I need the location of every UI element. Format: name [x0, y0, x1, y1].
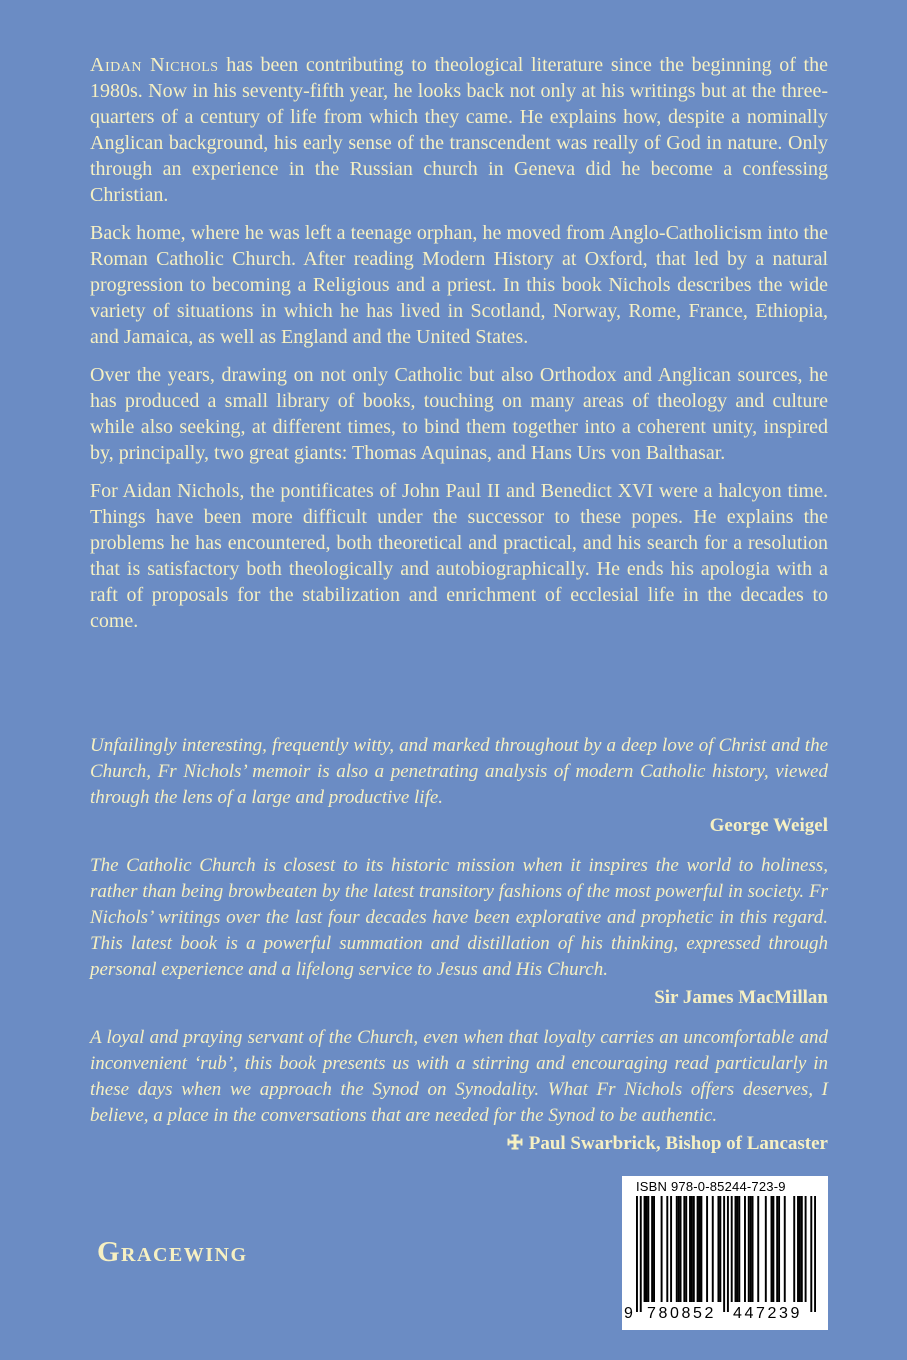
barcode-bar [765, 1196, 767, 1302]
barcode-guard-bar [723, 1196, 725, 1312]
book-description [90, 52, 828, 646]
barcode-bar [680, 1196, 682, 1302]
endorsement [90, 733, 828, 839]
barcode-bar [719, 1196, 721, 1302]
barcode-bar [797, 1196, 799, 1302]
description-paragraph-1 [90, 52, 828, 208]
barcode-bar [717, 1196, 719, 1302]
barcode-bar [744, 1196, 746, 1302]
description-paragraph-3: Over the years, drawing on not only Catholic but also Orthodox and Anglican sources, he has produced a small library of books, touching on many areas of theology and culture while also seeking, at different times, to bind them together into a coherent unity, inspired by, principally, two great giants: Thomas Aquinas, and Hans Urs von Balthasar. [90, 364, 828, 464]
barcode-bar [757, 1196, 759, 1302]
barcode-bar [805, 1196, 807, 1302]
barcode-digits-right: 447239 [733, 1305, 802, 1322]
endorsement [90, 1025, 828, 1157]
barcode-guard-bar [810, 1196, 812, 1312]
barcode-bar [752, 1196, 754, 1302]
barcode-bar [685, 1196, 687, 1302]
barcode-bar [693, 1196, 695, 1302]
barcode-bar [699, 1196, 701, 1302]
barcode-bar [748, 1196, 750, 1302]
barcode-bar [776, 1196, 778, 1302]
endorsement-author: George Weigel [709, 815, 828, 836]
description-paragraph-2: Back home, where he was left a teenage orphan, he moved from Anglo-Catholicism into the Roman Catholic Church. After reading Modern History at Oxford, that led by a natural progression to becoming a Religious and a priest. In this book Nichols describes the wide variety of situations in which he has lived in Scotland, Norway, Rome, France, Ethiopia, and Jamaica, as well as England and the United States. [90, 222, 828, 348]
endorsement [90, 853, 828, 1011]
endorsement-quote: A loyal and praying servant of the Church, even when that loyalty carries an uncomfortable and inconvenient ‘rub’, this book presents us with a stirring and encouraging read particularly in these days when we approach the Synod on Synodality. What Fr Nichols offers deserves, I believe, a place in the conversations that are needed for the Synod to be authentic. [90, 1027, 828, 1126]
barcode-bar [653, 1196, 655, 1302]
barcode-bar [772, 1196, 774, 1302]
endorsement-author: Sir James MacMillan [654, 987, 828, 1008]
barcode-bar [661, 1196, 663, 1302]
author-name-lead: Aidan Nichols [90, 54, 219, 76]
barcode-bar [676, 1196, 678, 1302]
barcode-guard-bar [636, 1196, 638, 1312]
barcode-bar [645, 1196, 647, 1302]
isbn-barcode [622, 1176, 828, 1330]
barcode-bars [636, 1196, 816, 1312]
barcode-bar [644, 1196, 646, 1302]
endorsement-author-line [90, 1131, 828, 1157]
barcode-bar [670, 1196, 672, 1302]
barcode-bar [697, 1196, 699, 1302]
barcode-bar [799, 1196, 801, 1302]
barcode-guard-bar [727, 1196, 729, 1312]
barcode-bar [771, 1196, 773, 1302]
cross-potent-icon [507, 1134, 523, 1150]
barcode-bar [784, 1196, 786, 1302]
barcode-guard-bar [814, 1196, 816, 1312]
barcode-bar [738, 1196, 740, 1302]
barcode-bar [731, 1196, 733, 1302]
endorsement-author: Paul Swarbrick, Bishop of Lancaster [528, 1133, 828, 1154]
endorsement-quote: Unfailingly interesting, frequently witty, and marked throughout by a deep love of Christ and the Church, Fr Nichols’ memoir is also a penetrating analysis of modern Catholic history, viewed through the lens of a large and productive life. [90, 735, 828, 808]
barcode-leading-digit: 9 [624, 1305, 633, 1322]
endorsements [90, 733, 828, 1171]
barcode-bar [712, 1196, 714, 1302]
barcode-bar [793, 1196, 795, 1302]
barcode-bar [801, 1196, 803, 1302]
barcode-bar [647, 1196, 649, 1302]
endorsement-quote: The Catholic Church is closest to its historic mission when it inspires the world to holiness, rather than being browbeaten by the latest transitory fashions of the most powerful in society. Fr Nichols’ writings over the last four decades have been explorative and prophetic in this regard. This latest book is a powerful summation and distillation of his thinking, expressed through personal experience and a lifelong service to Jesus and His Church. [90, 855, 828, 980]
publisher-logo: Gracewing [97, 1236, 248, 1268]
barcode-bar [736, 1196, 738, 1302]
barcode-bar [666, 1196, 668, 1302]
barcode-bar [689, 1196, 691, 1302]
description-paragraph-1-text: has been contributing to theological literature since the beginning of the 1980s. Now in his seventy-fifth year, he looks back not only at his writings but at the three-quarters of a century of life from which they came. He explains how, despite a nominally Anglican background, his early sense of the transcendent was really of God in nature. Only through an experience in the Russian church in Geneva did he become a confessing Christian. [90, 54, 828, 206]
barcode-bar [678, 1196, 680, 1302]
barcode-bar [735, 1196, 737, 1302]
barcode-guard-bar [640, 1196, 642, 1312]
barcode-digits-left: 780852 [647, 1305, 716, 1322]
barcode-bar [700, 1196, 702, 1302]
barcode-bar [778, 1196, 780, 1302]
barcode-bar [706, 1196, 708, 1302]
barcode-bar [651, 1196, 653, 1302]
barcode-bar [750, 1196, 752, 1302]
barcode-bar [683, 1196, 685, 1302]
isbn-label: ISBN 978-0-85244-723-9 [636, 1179, 786, 1194]
description-paragraph-4: For Aidan Nichols, the pontificates of John Paul II and Benedict XVI were a halcyon time. Things have been more difficult under the successor to these popes. He explains the problems he has encountered, both theoretical and practical, and his search for a resolution that is satisfactory both theologically and autobiographically. He ends his apologia with a raft of proposals for the stabilization and enrichment of ecclesial life in the decades to come. [90, 480, 828, 632]
barcode-bar [691, 1196, 693, 1302]
